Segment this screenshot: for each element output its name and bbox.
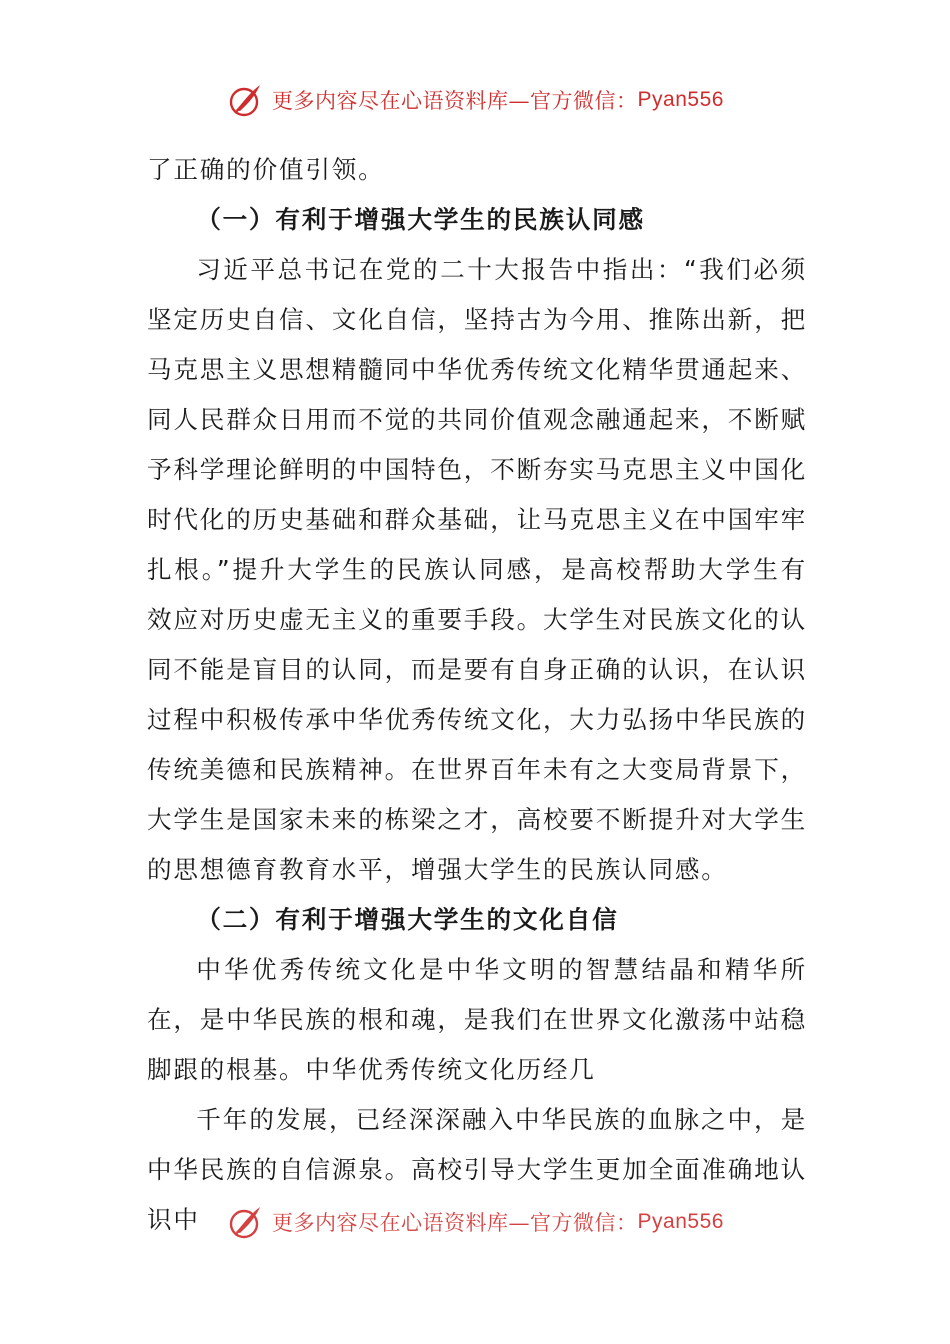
quill-logo-icon bbox=[226, 1202, 266, 1242]
banner-wechat-id: Pyan556 bbox=[637, 88, 724, 111]
paragraph-3: 千年的发展，已经深深融入中华民族的血脉之中，是中华民族的自信源泉。高校引导大学生更加全面准确地认识中 bbox=[147, 1105, 807, 1234]
section-heading-2: （二）有利于增强大学生的文化自信 bbox=[196, 905, 619, 934]
header-banner bbox=[0, 78, 950, 122]
banner-text: 更多内容尽在心语资料库—官方微信： bbox=[272, 1211, 638, 1235]
paragraph-2: 中华优秀传统文化是中华文明的智慧结晶和精华所在，是中华民族的根和魂，是我们在世界文化激荡中站稳脚跟的根基。中华优秀传统文化历经几 bbox=[147, 955, 807, 1084]
footer-banner bbox=[0, 1200, 950, 1244]
paragraph-1: 习近平总书记在党的二十大报告中指出：“我们必须坚定历史自信、文化自信，坚持古为今用、推陈出新，把马克思主义思想精髓同中华优秀传统文化精华贯通起来、同人民群众日用而不觉的共同价值观念融通起来，不断赋予科学理论鲜明的中国特色，不断夯实马克思主义中国化时代化的历史基础和群众基础，让马克思主义在中国牢牢扎根。”提升大学生的民族认同感，是高校帮助大学生有效应对历史虚无主义的重要手段。大学生对民族文化的认同不能是盲目的认同，而是要有自身正确的认识，在认识过程中积极传承中华优秀传统文化，大力弘扬中华民族的传统美德和民族精神。在世界百年未有之大变局背景下，大学生是国家未来的栋梁之才，高校要不断提升对大学生的思想德育教育水平，增强大学生的民族认同感。 bbox=[147, 255, 807, 884]
quill-logo-icon bbox=[226, 80, 266, 120]
document-body bbox=[147, 145, 807, 1245]
banner-text: 更多内容尽在心语资料库—官方微信： bbox=[272, 89, 638, 113]
paragraph-continued: 了正确的价值引领。 bbox=[147, 155, 385, 184]
section-heading-1: （一）有利于增强大学生的民族认同感 bbox=[196, 205, 645, 234]
banner-wechat-id: Pyan556 bbox=[637, 1210, 724, 1233]
